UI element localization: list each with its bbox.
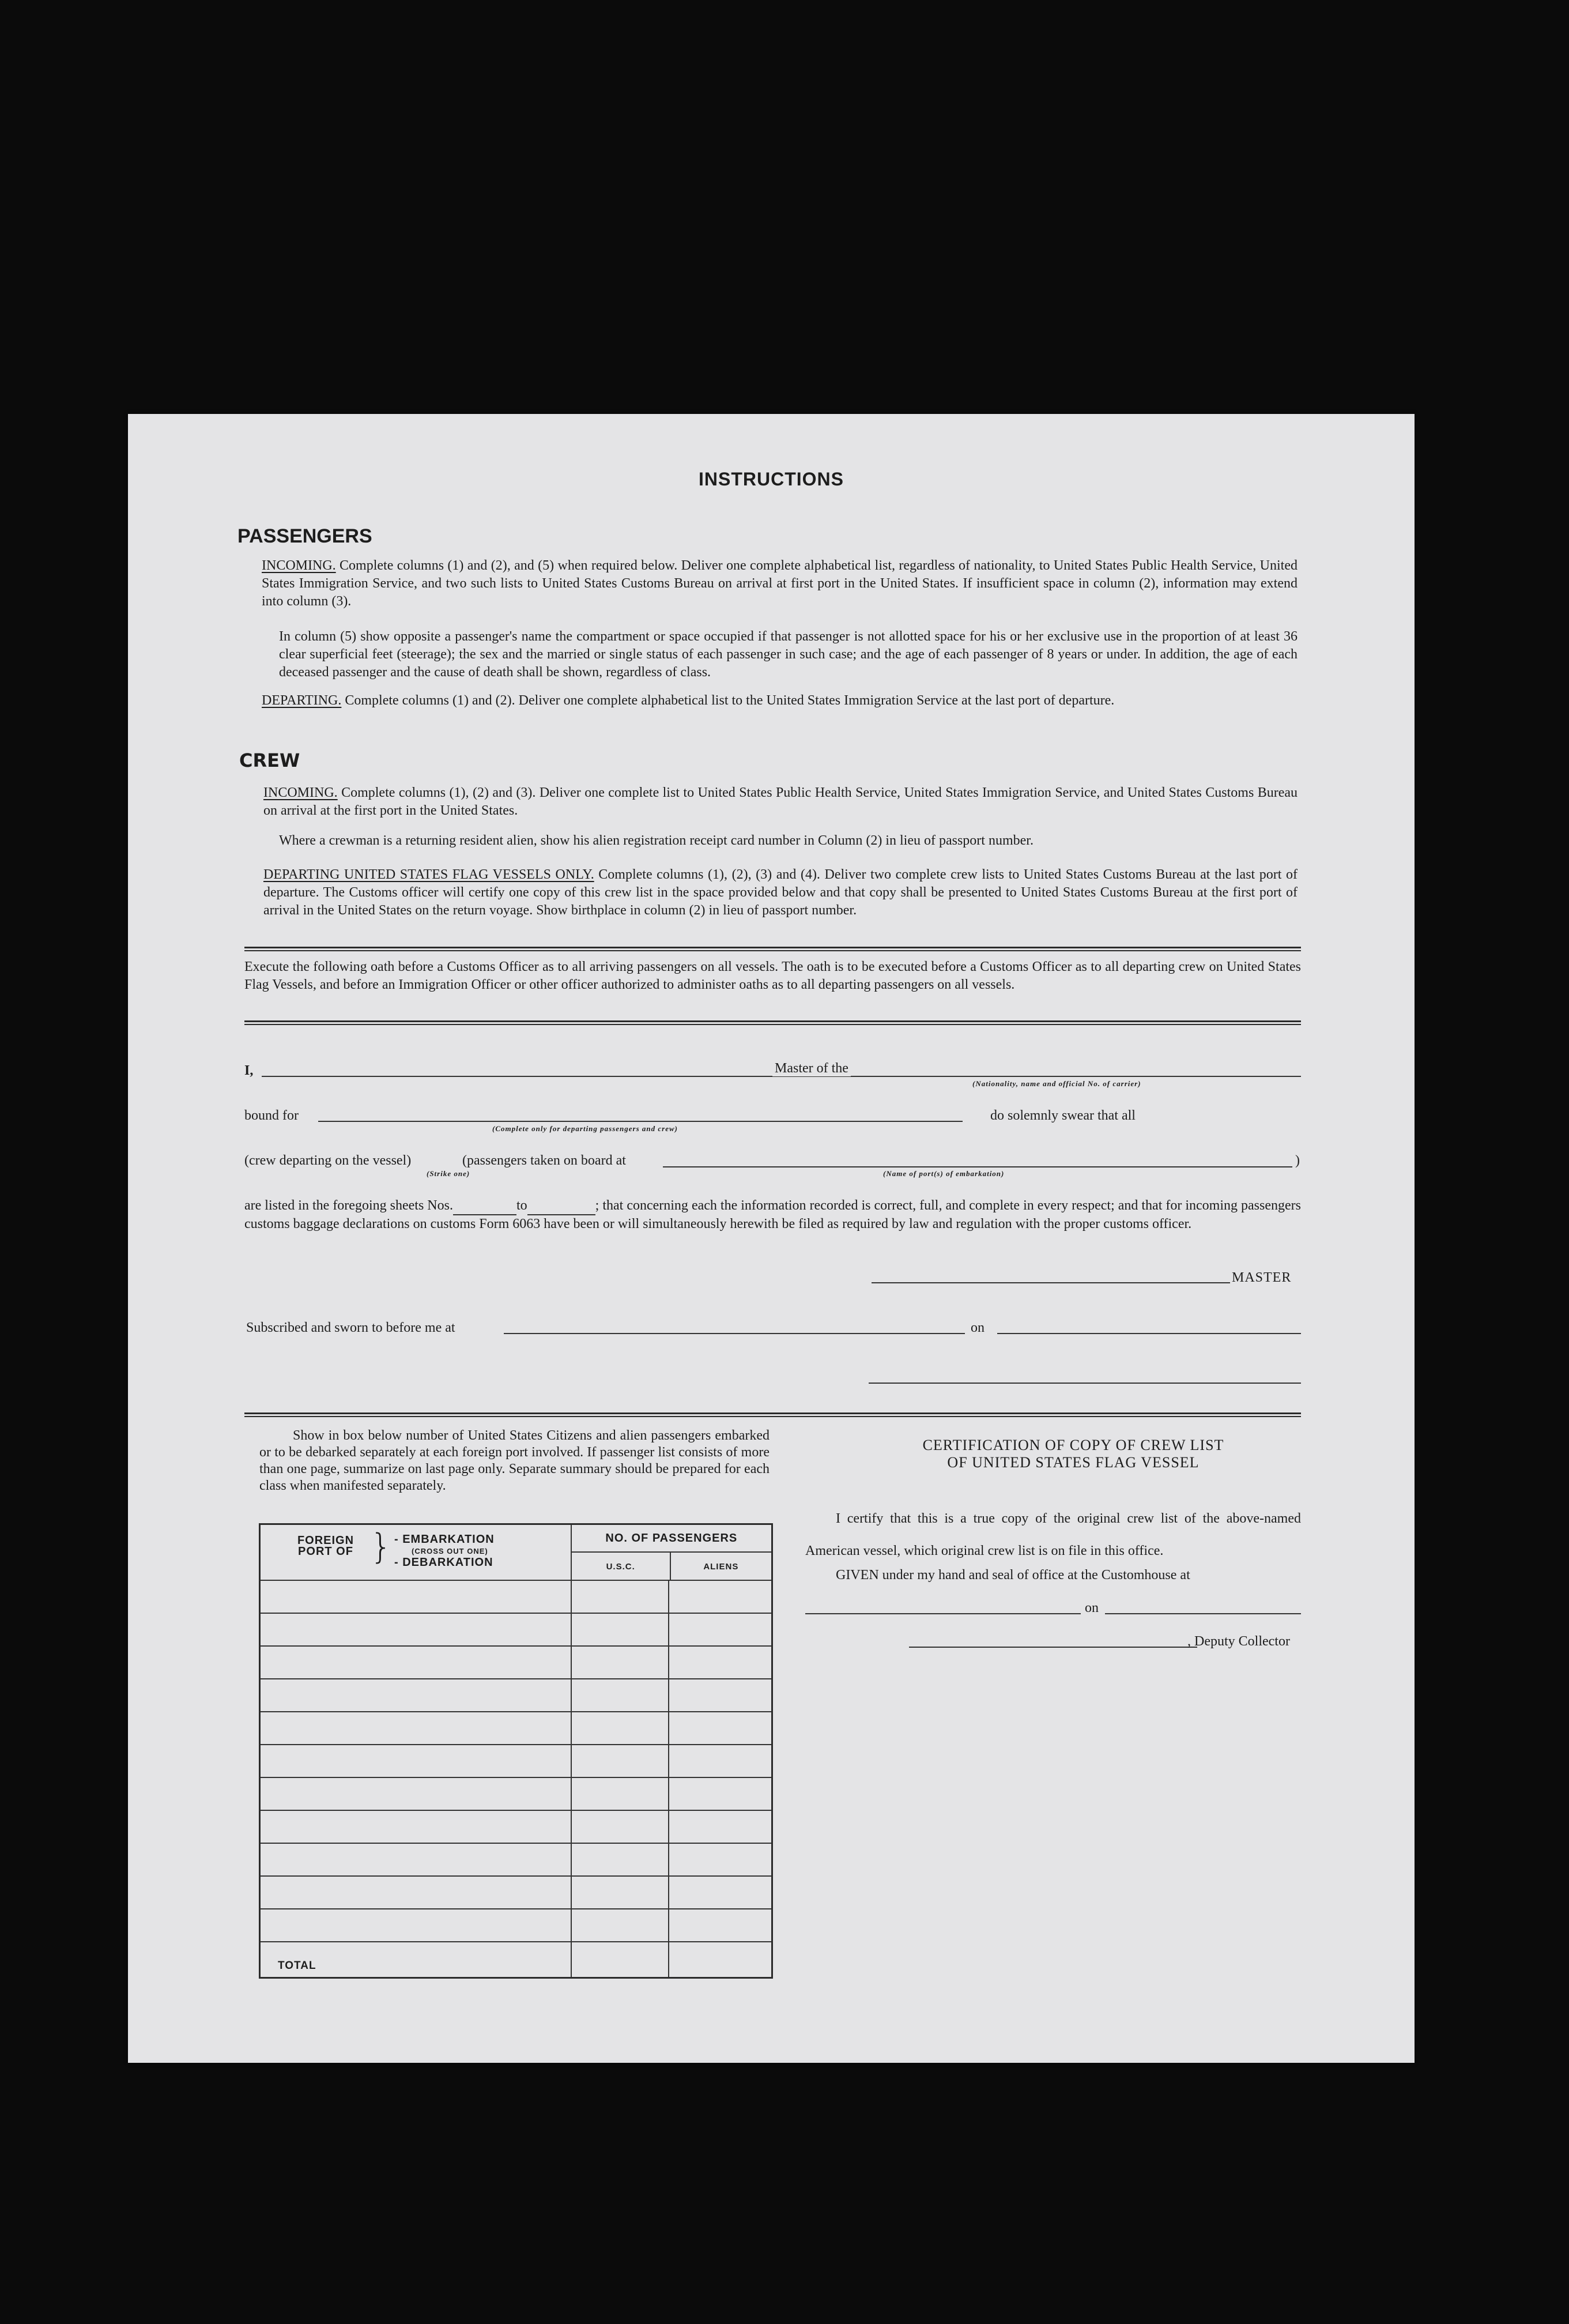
aliens-cell[interactable] [669, 1646, 772, 1679]
divider [244, 1020, 1301, 1022]
table-row [260, 1810, 772, 1843]
port-cell[interactable] [260, 1843, 571, 1876]
incoming-text: Complete columns (1) and (2), and (5) when required below. Deliver one complete alphabetical list, regardless of nationality, to United States Public Health Service, United States Immigration Service, and two such lists to United States Customs Bureau on arrival at first port in the United States. If insufficient space in column (2), information may extend into column (3). [262, 558, 1298, 609]
port-cell[interactable] [260, 1876, 571, 1909]
table-row [260, 1580, 772, 1613]
aliens-cell[interactable] [669, 1613, 772, 1646]
bound-for-line[interactable] [318, 1121, 963, 1122]
certify-paragraph: I certify that this is a true copy of the original crew list of the above-named American vessel, which original crew list is on file in this office. [805, 1511, 1301, 1558]
carrier-line[interactable] [866, 1076, 1301, 1077]
master-label: MASTER [1232, 1270, 1292, 1285]
total-row [260, 1942, 772, 1978]
port-cell[interactable] [260, 1777, 571, 1810]
brace-icon: } [370, 1527, 393, 1567]
port-header-cell [260, 1524, 571, 1581]
usc-header: U.S.C. [606, 1561, 635, 1572]
usc-cell[interactable] [571, 1646, 669, 1679]
usc-cell[interactable] [571, 1777, 669, 1810]
oath-intro: Execute the following oath before a Customs Officer as to all arriving passengers on all vessels. The oath is to be executed before a Customs Officer as to all departing crew on United States Flag Vessels, and before an Immigration Officer or other officer authorized to administer oaths as to all departing passengers on all vessels. [244, 959, 1301, 992]
usc-cell[interactable] [571, 1580, 669, 1613]
master-of-label: Master of the [772, 1061, 851, 1076]
certification-title [820, 1437, 1327, 1471]
officer-signature-line[interactable] [869, 1383, 1301, 1384]
total-label: TOTAL [278, 1960, 316, 1972]
swear-text: do solemnly swear that all [990, 1108, 1136, 1123]
divider [244, 1416, 1301, 1417]
passengers-incoming-paragraph [262, 557, 1298, 611]
table-row [260, 1613, 772, 1646]
instructions-title: INSTRUCTIONS [699, 469, 844, 489]
no-of-passengers-header: NO. OF PASSENGERS [572, 1525, 771, 1553]
sworn-place-line[interactable] [504, 1333, 965, 1334]
usc-cell[interactable] [571, 1679, 669, 1712]
port-line[interactable] [663, 1166, 1292, 1167]
sheet-to-field[interactable] [527, 1197, 595, 1215]
listed-paragraph [244, 1197, 1301, 1233]
departing-label: DEPARTING. [262, 693, 342, 708]
given-date-line[interactable] [1105, 1613, 1301, 1614]
subscribed-label: Subscribed and sworn to before me at [246, 1320, 455, 1335]
port-cell[interactable] [260, 1679, 571, 1712]
table-row [260, 1679, 772, 1712]
summary-intro: Show in box below number of United States Citizens and alien passengers embarked or to be debarked separately at each foreign port involved. If passenger list consists of more than one page, summarize on last page only. Separate summary should be prepared for each class when manifested separately. [259, 1428, 770, 1493]
aliens-cell[interactable] [669, 1876, 772, 1909]
oath-i-label: I, [244, 1063, 254, 1078]
departing-text: Complete columns (1) and (2). Deliver one complete alphabetical list to the United States Immigration Service at the last port of departure. [341, 693, 1115, 708]
usc-cell[interactable] [571, 1745, 669, 1777]
table-row [260, 1712, 772, 1745]
passengers-departing-paragraph [262, 692, 1298, 710]
usc-cell[interactable] [571, 1909, 669, 1942]
bound-for-label: bound for [244, 1108, 299, 1123]
given-text: GIVEN under my hand and seal of office at the Customhouse at [836, 1568, 1190, 1583]
crew-incoming-text: Complete columns (1), (2) and (3). Deliver one complete list to United States Public Health Service, United States Immigration Service, and United States Customs Bureau on arrival at the first port in the United States. [263, 785, 1298, 818]
aliens-cell[interactable] [669, 1909, 772, 1942]
port-cell[interactable] [260, 1810, 571, 1843]
passenger-summary-table [259, 1523, 773, 1979]
port-cell[interactable] [260, 1613, 571, 1646]
strike-one-caption: (Strike one) [427, 1169, 470, 1178]
usc-cell[interactable] [571, 1843, 669, 1876]
usc-cell[interactable] [571, 1613, 669, 1646]
passengers-heading: PASSENGERS [237, 525, 372, 547]
aliens-cell[interactable] [669, 1679, 772, 1712]
sworn-on-label: on [971, 1320, 985, 1335]
master-signature-line[interactable] [872, 1282, 1230, 1283]
sworn-date-line[interactable] [997, 1333, 1301, 1334]
cross-out-note: (CROSS OUT ONE) [412, 1547, 488, 1555]
table-row [260, 1909, 772, 1942]
crew-departing-option: (crew departing on the vessel) [244, 1153, 412, 1168]
port-cell[interactable] [260, 1712, 571, 1745]
passengers-taken-option: (passengers taken on board at [462, 1153, 626, 1168]
given-on-label: on [1085, 1600, 1099, 1615]
crew-departing-text: Complete columns (1), (2), (3) and (4). Deliver two complete crew lists to United States Customs Bureau at the last port of departure. The Customs officer will certify one copy of this crew list in the space provided below and that copy shall be presented to United States Customs Bureau at the first port of arrival in the United States on the return voyage. Show birthplace in column (2) in lieu of passport number. [263, 867, 1298, 918]
total-aliens-cell[interactable] [669, 1942, 772, 1978]
form-page [128, 414, 1415, 2063]
crew-heading: CREW [239, 749, 300, 771]
deputy-signature-line[interactable] [909, 1647, 1197, 1648]
complete-caption: (Complete only for departing passengers and crew) [492, 1124, 678, 1133]
incoming-label: INCOMING. [262, 558, 336, 573]
listed-to: to [516, 1198, 527, 1213]
column5-paragraph: In column (5) show opposite a passenger's name the compartment or space occupied if that passenger is not allotted space for his or her exclusive use in the proportion of at least 36 clear superficial feet (steerage); the sex and the married or single status of each passenger in such case; and the age of each passenger of 8 years or under. In addition, the age of each deceased passenger and the cause of death shall be shown, regardless of class. [279, 629, 1298, 680]
table-row [260, 1777, 772, 1810]
divider [244, 947, 1301, 948]
divider [244, 1024, 1301, 1025]
table-row [260, 1876, 772, 1909]
listed-text-b: ; that concerning each the information recorded is correct, full, and complete in every respect; and that for incoming passengers customs baggage declarations on customs Form 6063 have been or will simultaneously herewith be filed as required by law and regulation with the proper customs officer. [244, 1198, 1301, 1231]
customhouse-line[interactable] [805, 1613, 1081, 1614]
certification-title-line2: OF UNITED STATES FLAG VESSEL [947, 1454, 1200, 1471]
total-usc-cell[interactable] [571, 1942, 669, 1978]
embarkation-option[interactable]: - EMBARKATION [394, 1533, 495, 1546]
sheet-from-field[interactable] [453, 1197, 516, 1215]
count-header-cell [571, 1524, 772, 1581]
listed-text-a: are listed in the foregoing sheets Nos. [244, 1198, 453, 1213]
table-row [260, 1745, 772, 1777]
port-cell[interactable] [260, 1745, 571, 1777]
aliens-cell[interactable] [669, 1777, 772, 1810]
crew-departing-label: DEPARTING UNITED STATES FLAG VESSELS ONLY. [263, 867, 594, 882]
divider [244, 1413, 1301, 1414]
divider [244, 950, 1301, 951]
crew-departing-paragraph [263, 866, 1298, 920]
debarkation-option[interactable]: - DEBARKATION [394, 1556, 493, 1569]
aliens-cell[interactable] [669, 1745, 772, 1777]
aliens-cell[interactable] [669, 1580, 772, 1613]
port-cell[interactable] [260, 1909, 571, 1942]
crew-incoming-paragraph [263, 784, 1298, 820]
total-label-cell [260, 1942, 571, 1978]
port-cell[interactable] [260, 1580, 571, 1613]
table-row [260, 1646, 772, 1679]
crewman-paragraph: Where a crewman is a returning resident alien, show his alien registration receipt card number in Column (2) in lieu of passport number. [279, 833, 1034, 848]
aliens-cell[interactable] [669, 1810, 772, 1843]
aliens-cell[interactable] [669, 1843, 772, 1876]
usc-cell[interactable] [571, 1810, 669, 1843]
port-cell[interactable] [260, 1646, 571, 1679]
aliens-cell[interactable] [669, 1712, 772, 1745]
certification-title-line1: CERTIFICATION OF COPY OF CREW LIST [922, 1437, 1224, 1453]
nationality-caption: (Nationality, name and official No. of carrier) [972, 1079, 1141, 1088]
table-row [260, 1843, 772, 1876]
usc-cell[interactable] [571, 1876, 669, 1909]
deputy-collector-label: , Deputy Collector [1187, 1634, 1290, 1649]
port-caption: (Name of port(s) of embarkation) [883, 1169, 1005, 1178]
foreign-port-label: FOREIGN PORT OF [297, 1534, 354, 1558]
close-paren: ) [1295, 1153, 1300, 1168]
crew-incoming-label: INCOMING. [263, 785, 338, 800]
aliens-header: ALIENS [703, 1561, 739, 1572]
usc-cell[interactable] [571, 1712, 669, 1745]
